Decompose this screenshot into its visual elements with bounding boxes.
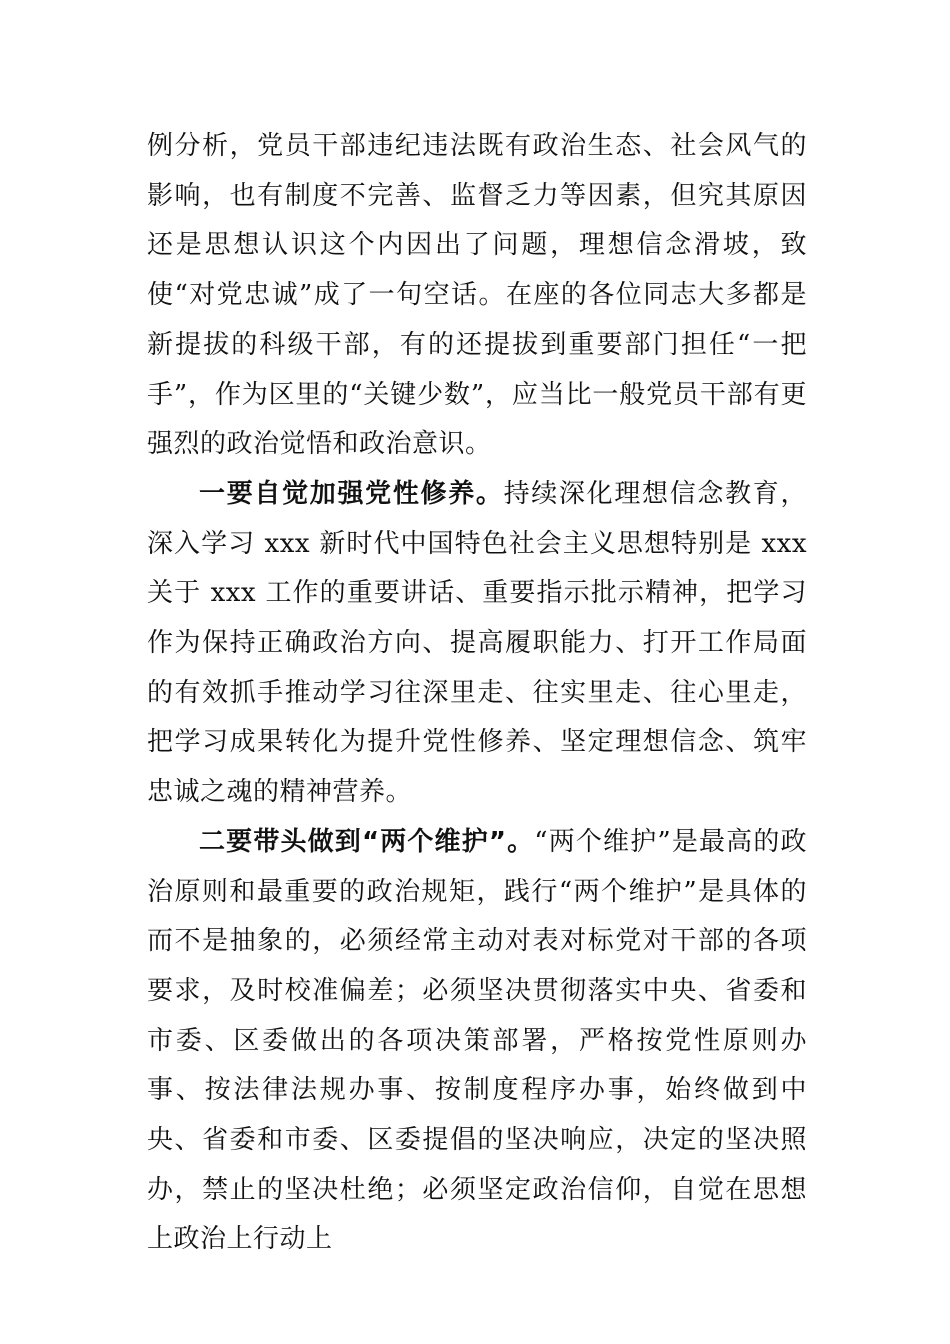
paragraph-continuation — [147, 122, 807, 470]
paragraph-two-safeguards — [147, 818, 807, 1265]
paragraph-text: 例分析，党员干部违纪违法既有政治生态、社会风气的影响，也有制度不完善、监督乏力等因素，但究其原因还是思想认识这个内因出了问题，理想信念滑坡，致使“对党忠诚”成了一句空话。在座的各位同志大多都是新提拔的科级干部，有的还提拔到重要部门担任“一把手”，作为区里的“关键少数”，应当比一般党员干部有更强烈的政治觉悟和政治意识。 — [147, 131, 807, 460]
paragraph-heading: 二要带头做到“两个维护”。 — [199, 826, 535, 857]
document-page — [147, 122, 807, 1265]
paragraph-heading: 一要自觉加强党性修养。 — [199, 478, 504, 509]
paragraph-party-cultivation — [147, 470, 807, 818]
paragraph-text: 持续深化理想信念教育，深入学习 xxx 新时代中国特色社会主义思想特别是 xxx 关于 xxx 工作的重要讲话、重要指示批示精神，把学习作为保持正确政治方向、提高履职能力、打开工作局面的有效抓手推动学习往深里走、往实里走、往心里走，把学习成果转化为提升党性修养、坚定理想信念、筑牢忠诚之魂的精神营养。 — [147, 478, 807, 808]
paragraph-text: “两个维护”是最高的政治原则和最重要的政治规矩，践行“两个维护”是具体的而不是抽象的，必须经常主动对表对标党对干部的各项要求，及时校准偏差；必须坚决贯彻落实中央、省委和市委、区委做出的各项决策部署，严格按党性原则办事、按法律法规办事、按制度程序办事，始终做到中央、省委和市委、区委提倡的坚决响应，决定的坚决照办，禁止的坚决杜绝；必须坚定政治信仰，自觉在思想上政治上行动上 — [147, 826, 807, 1255]
